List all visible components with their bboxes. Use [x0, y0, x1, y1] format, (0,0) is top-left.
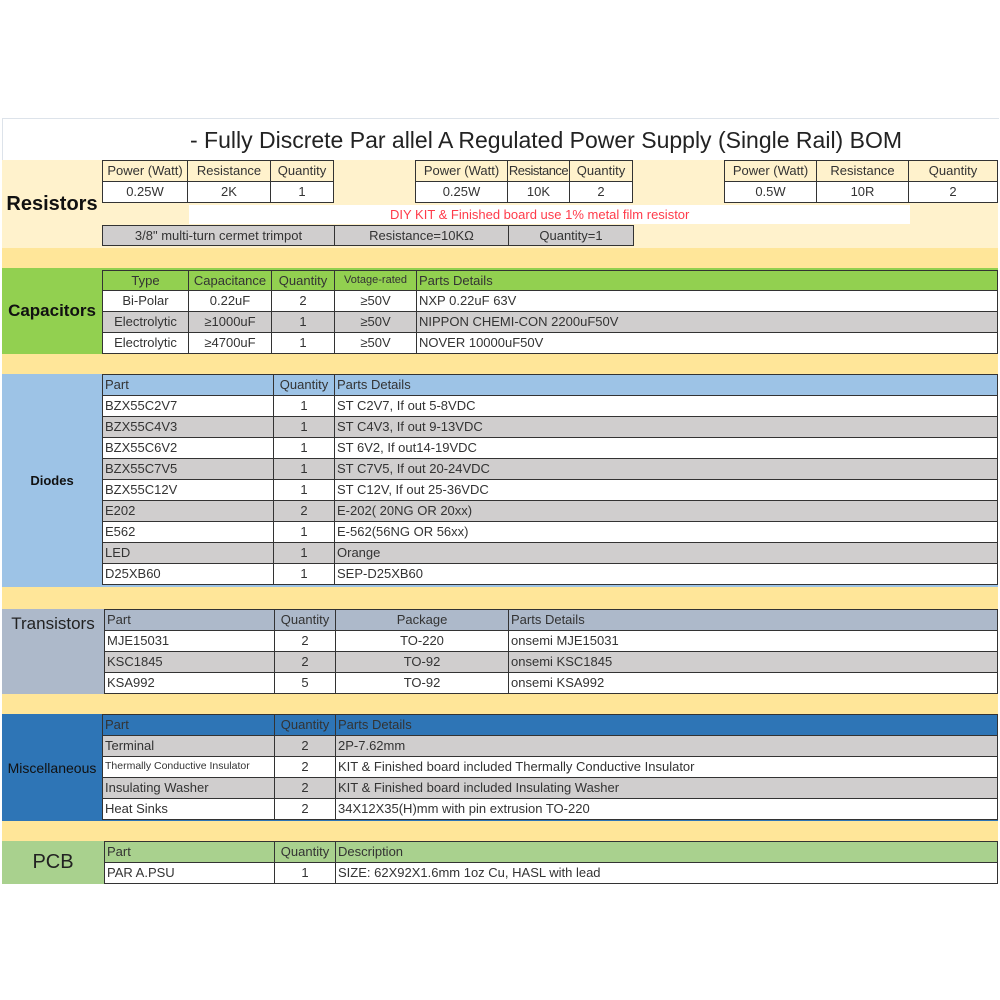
misc-header-quantity: Quantity: [274, 714, 336, 736]
diodes-row-8-quantity: 1: [273, 542, 335, 564]
trans-header-quantity: Quantity: [274, 609, 336, 631]
spacer: [2, 694, 998, 714]
cap-header-details: Parts Details: [416, 270, 998, 291]
res3-resistance: 10R: [816, 181, 909, 203]
diodes-row-7-quantity: 1: [273, 521, 335, 543]
cap-header-type: Type: [102, 270, 189, 291]
resistors-section: [2, 160, 998, 248]
trans-header-part: Part: [104, 609, 275, 631]
miscellaneous-row-2-part: Thermally Conductive Insulator: [102, 756, 275, 778]
cap-row-2-quantity: 1: [271, 311, 335, 333]
res3-quantity: 2: [908, 181, 998, 203]
diode-header-part: Part: [102, 374, 274, 396]
spacer: [2, 248, 998, 268]
misc-header-details: Parts Details: [335, 714, 998, 736]
diodes-row-8-details: Orange: [334, 542, 998, 564]
res2-header-quantity: Quantity: [569, 160, 633, 182]
diodes-row-4-quantity: 1: [273, 458, 335, 480]
res1-header-quantity: Quantity: [270, 160, 334, 182]
cap-row-3-type: Electrolytic: [102, 332, 189, 354]
trimpot-type: 3/8" multi-turn cermet trimpot: [102, 225, 335, 246]
cap-row-2-voltage: ≥50V: [334, 311, 417, 333]
trimpot-quantity: Quantity=1: [508, 225, 634, 246]
page-title: - Fully Discrete Par allel A Regulated Power Supply (Single Rail) BOM: [189, 127, 902, 153]
title-row: [2, 118, 999, 161]
transistors-row-3-quantity: 5: [274, 672, 336, 694]
diodes-row-9-part: D25XB60: [102, 563, 274, 585]
transistors-row-1-package: TO-220: [335, 630, 509, 652]
diodes-row-7-part: E562: [102, 521, 274, 543]
resistors-label: Resistors: [6, 192, 98, 215]
diodes-row-2-details: ST C4V3, If out 9-13VDC: [334, 416, 998, 438]
res3-power: 0.5W: [724, 181, 817, 203]
miscellaneous-row-1-details: 2P-7.62mm: [335, 735, 998, 757]
diodes-row-1-part: BZX55C2V7: [102, 395, 274, 417]
diodes-row-2-quantity: 1: [273, 416, 335, 438]
misc-label: Miscellaneous: [7, 759, 97, 776]
cap-header-capacitance: Capacitance: [188, 270, 272, 291]
transistors-row-2-details: onsemi KSC1845: [508, 651, 998, 673]
diodes-row-8-part: LED: [102, 542, 274, 564]
bom-sheet: [2, 118, 998, 886]
pcb-row-part: PAR A.PSU: [104, 862, 275, 884]
res3-header-power: Power (Watt): [724, 160, 817, 182]
miscellaneous-row-3-part: Insulating Washer: [102, 777, 275, 799]
cap-row-3-details: NOVER 10000uF50V: [416, 332, 998, 354]
transistors-row-1-quantity: 2: [274, 630, 336, 652]
diodes-row-9-details: SEP-D25XB60: [334, 563, 998, 585]
miscellaneous-row-3-details: KIT & Finished board included Insulating Washer: [335, 777, 998, 799]
miscellaneous-row-2-quantity: 2: [274, 756, 336, 778]
diodes-row-5-part: BZX55C12V: [102, 479, 274, 501]
res2-header-resistance: Resistance: [507, 160, 570, 182]
pcb-header-quantity: Quantity: [274, 841, 336, 863]
miscellaneous-row-1-part: Terminal: [102, 735, 275, 757]
miscellaneous-row-4-quantity: 2: [274, 798, 336, 820]
diodes-row-9-quantity: 1: [273, 563, 335, 585]
transistors-row-1-details: onsemi MJE15031: [508, 630, 998, 652]
spacer: [2, 354, 998, 374]
res2-resistance: 10K: [507, 181, 570, 203]
miscellaneous-row-4-details: 34X12X35(H)mm with pin extrusion TO-220: [335, 798, 998, 820]
cap-row-3-quantity: 1: [271, 332, 335, 354]
spacer: [2, 587, 998, 609]
res3-header-quantity: Quantity: [908, 160, 998, 182]
diodes-row-4-part: BZX55C7V5: [102, 458, 274, 480]
trimpot-resistance: Resistance=10KΩ: [334, 225, 509, 246]
diodes-row-6-part: E202: [102, 500, 274, 522]
res2-power: 0.25W: [415, 181, 508, 203]
cap-row-1-quantity: 2: [271, 290, 335, 312]
pcb-label: PCB: [32, 851, 74, 873]
cap-row-1-capacitance: 0.22uF: [188, 290, 272, 312]
res1-power: 0.25W: [102, 181, 188, 203]
pcb-section: [2, 841, 998, 884]
diodes-row-6-quantity: 2: [273, 500, 335, 522]
transistors-row-3-details: onsemi KSA992: [508, 672, 998, 694]
pcb-header-part: Part: [104, 841, 275, 863]
capacitors-section: [2, 268, 998, 354]
transistors-row-3-part: KSA992: [104, 672, 275, 694]
miscellaneous-row-1-quantity: 2: [274, 735, 336, 757]
transistors-section: [2, 609, 998, 694]
cap-row-1-voltage: ≥50V: [334, 290, 417, 312]
diode-header-details: Parts Details: [334, 374, 998, 396]
diodes-label: Diodes: [30, 473, 74, 488]
diodes-row-5-details: ST C12V, If out 25-36VDC: [334, 479, 998, 501]
miscellaneous-row-4-part: Heat Sinks: [102, 798, 275, 820]
trans-header-details: Parts Details: [508, 609, 998, 631]
diodes-row-6-details: E-202( 20NG OR 20xx): [334, 500, 998, 522]
capacitors-label: Capacitors: [8, 301, 96, 320]
cap-row-2-details: NIPPON CHEMI-CON 2200uF50V: [416, 311, 998, 333]
diodes-row-4-details: ST C7V5, If out 20-24VDC: [334, 458, 998, 480]
diodes-row-3-details: ST 6V2, If out14-19VDC: [334, 437, 998, 459]
trans-header-package: Package: [335, 609, 509, 631]
pcb-row-quantity: 1: [274, 862, 336, 884]
res2-quantity: 2: [569, 181, 633, 203]
cap-header-quantity: Quantity: [271, 270, 335, 291]
res1-header-power: Power (Watt): [102, 160, 188, 182]
misc-header-part: Part: [102, 714, 275, 736]
diodes-row-1-quantity: 1: [273, 395, 335, 417]
diodes-section: [2, 374, 998, 587]
diodes-row-7-details: E-562(56NG OR 56xx): [334, 521, 998, 543]
diode-header-quantity: Quantity: [273, 374, 335, 396]
cap-row-2-type: Electrolytic: [102, 311, 189, 333]
res1-resistance: 2K: [187, 181, 271, 203]
pcb-header-description: Description: [335, 841, 998, 863]
transistors-row-2-package: TO-92: [335, 651, 509, 673]
cap-row-1-type: Bi-Polar: [102, 290, 189, 312]
cap-header-voltage: Votage-rated: [334, 270, 417, 291]
res2-header-power: Power (Watt): [415, 160, 508, 182]
diodes-row-1-details: ST C2V7, If out 5-8VDC: [334, 395, 998, 417]
cap-row-1-details: NXP 0.22uF 63V: [416, 290, 998, 312]
diodes-row-5-quantity: 1: [273, 479, 335, 501]
transistors-row-2-quantity: 2: [274, 651, 336, 673]
resistor-note: DIY KIT & Finished board use 1% metal film resistor: [390, 207, 690, 222]
transistors-row-2-part: KSC1845: [104, 651, 275, 673]
res1-quantity: 1: [270, 181, 334, 203]
res3-header-resistance: Resistance: [816, 160, 909, 182]
cap-row-3-voltage: ≥50V: [334, 332, 417, 354]
diodes-row-3-quantity: 1: [273, 437, 335, 459]
diodes-row-3-part: BZX55C6V2: [102, 437, 274, 459]
pcb-row-description: SIZE: 62X92X1.6mm 1oz Cu, HASL with lead: [335, 862, 998, 884]
res1-header-resistance: Resistance: [187, 160, 271, 182]
transistors-label: Transistors: [11, 614, 95, 633]
spacer: [2, 821, 998, 841]
misc-section: [2, 714, 998, 821]
cap-row-3-capacitance: ≥4700uF: [188, 332, 272, 354]
cap-row-2-capacitance: ≥1000uF: [188, 311, 272, 333]
transistors-row-1-part: MJE15031: [104, 630, 275, 652]
diodes-row-2-part: BZX55C4V3: [102, 416, 274, 438]
miscellaneous-row-2-details: KIT & Finished board included Thermally Conductive Insulator: [335, 756, 998, 778]
transistors-row-3-package: TO-92: [335, 672, 509, 694]
miscellaneous-row-3-quantity: 2: [274, 777, 336, 799]
